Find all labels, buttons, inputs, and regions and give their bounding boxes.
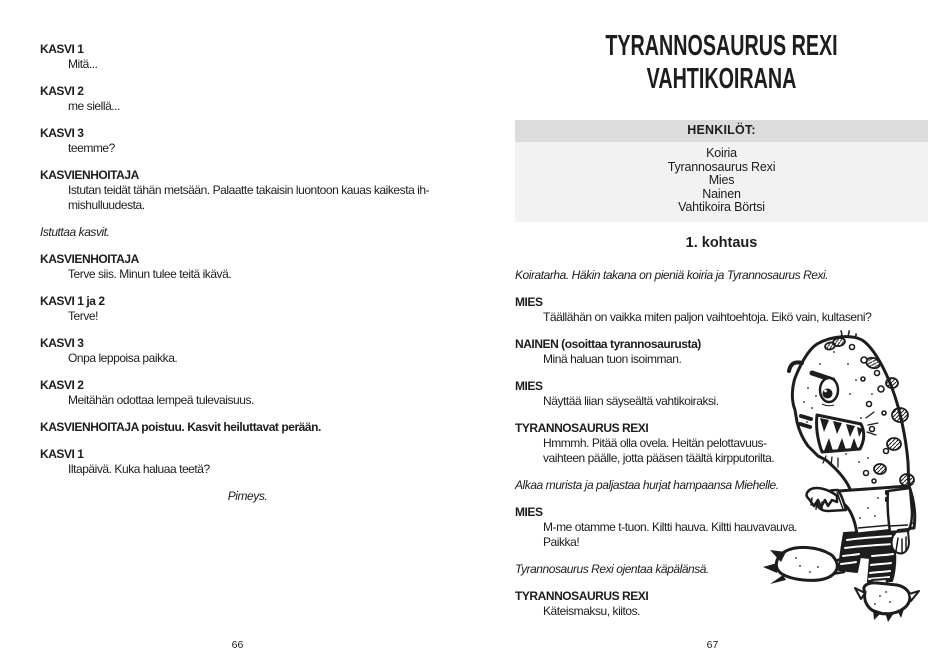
dialogue-cue (40, 126, 455, 156)
dialogue-cue (40, 336, 455, 366)
stage-direction: Tyrannosaurus Rexi ojentaa käpälänsä. (515, 561, 709, 576)
dialogue-line: Mitä... (68, 57, 98, 71)
dialogue-cue (40, 168, 455, 213)
dialogue-line: Terve siis. Minun tulee teitä ikävä. (68, 267, 232, 281)
dialogue-line: M-me otamme t-tuon. Kiltti hauva. Kiltti hauvavauva. (543, 519, 798, 534)
cast-member: Mies (708, 173, 735, 187)
speaker-name: KASVI 1 (40, 447, 84, 461)
dialogue-line: mishulluudesta. (68, 198, 145, 212)
speaker-name: KASVI 2 (40, 378, 84, 392)
dialogue-cue (40, 252, 455, 282)
dialogue-line: me siellä... (68, 99, 120, 113)
dialogue-line: Meitähän odottaa lempeä tulevaisuus. (68, 393, 254, 407)
speaker-name: KASVI 3 (40, 336, 84, 350)
chapter-title (581, 30, 862, 96)
dialogue-cue (40, 447, 455, 477)
cast-member: Nainen (702, 186, 741, 201)
scene-heading: 1. kohtaus (685, 234, 758, 251)
dialogue-line: Näyttää liian säyseältä vahtikoiraksi. (543, 393, 719, 408)
dialogue-cue (40, 84, 455, 114)
cast-list (515, 142, 928, 222)
page-right (475, 0, 950, 670)
trex-pupil (823, 389, 833, 399)
dialogue-cue (40, 42, 455, 72)
speaker-name: KASVI 3 (40, 126, 84, 140)
speaker-name: MIES (515, 294, 543, 309)
dialogue-cue (40, 378, 455, 408)
dialogue-cue (515, 295, 928, 325)
dialogue-line: Minä haluan tuon isoimman. (543, 351, 682, 366)
speaker-name: TYRANNOSAURUS REXI (515, 588, 649, 603)
dialogue-line: Iltapäivä. Kuka haluaa teetä? (68, 462, 210, 476)
dialogue-line: vaihteen päälle, jotta pääsen täältä kirpputorilta. (543, 450, 775, 465)
dialogue-line: Täällähän on vaikka miten paljon vaihtoehtoja. Eikö vain, kultaseni? (543, 309, 872, 324)
chapter-title-line-1: TYRANNOSAURUS REXI (605, 30, 838, 62)
cast-member: Tyrannosaurus Rexi (667, 159, 776, 174)
speaker-name: MIES (515, 378, 543, 393)
dialogue-line: teemme? (68, 141, 115, 155)
speaker-name: MIES (515, 504, 543, 519)
dialogue-line: Istutan teidät tähän metsään. Palaatte takaisin luontoon kauas kaikesta ih- (68, 183, 430, 197)
speaker-name: KASVIENHOITAJA (40, 252, 139, 266)
stage-direction: KASVIENHOITAJA poistuu. Kasvit heiluttavat perään. (40, 420, 321, 434)
cast-header: HENKILÖT: (515, 120, 928, 142)
cast-member: Vahtikoira Börtsi (678, 200, 765, 214)
speaker-name: KASVI 1 (40, 42, 84, 56)
stage-direction: Pimeys. (227, 489, 268, 503)
chapter-title-line-2: VAHTIKOIRANA (646, 63, 797, 95)
dialogue-line: Terve! (68, 309, 98, 323)
cast-member: Koiria (706, 146, 737, 160)
dialogue-line: Onpa leppoisa paikka. (68, 351, 178, 365)
dialogue-line: Paikka! (543, 534, 580, 549)
speaker-name: KASVI 1 ja 2 (40, 294, 105, 308)
speaker-name: KASVI 2 (40, 84, 84, 98)
tyrannosaurus-rex-illustration (760, 330, 950, 640)
script-left (40, 42, 455, 504)
dialogue-line: Käteismaksu, kiitos. (543, 603, 641, 618)
page-number-left: 66 (231, 639, 244, 651)
speaker-name: KASVIENHOITAJA (40, 168, 139, 182)
cast-box (515, 120, 928, 222)
page-number-right: 67 (706, 639, 719, 651)
speaker-name: TYRANNOSAURUS REXI (515, 420, 649, 435)
speaker-name: NAINEN (osoittaa tyrannosaurusta) (515, 336, 701, 351)
stage-direction: Istuttaa kasvit. (40, 225, 110, 239)
stage-direction: Alkaa murista ja paljastaa hurjat hampaansa Miehelle. (515, 477, 779, 492)
dialogue-line: Hmmmh. Pitää olla ovela. Heitän pelottavuus- (543, 435, 767, 450)
stage-direction: Koiratarha. Häkin takana on pieniä koiria ja Tyrannosaurus Rexi. (515, 267, 829, 282)
dialogue-cue (40, 294, 455, 324)
